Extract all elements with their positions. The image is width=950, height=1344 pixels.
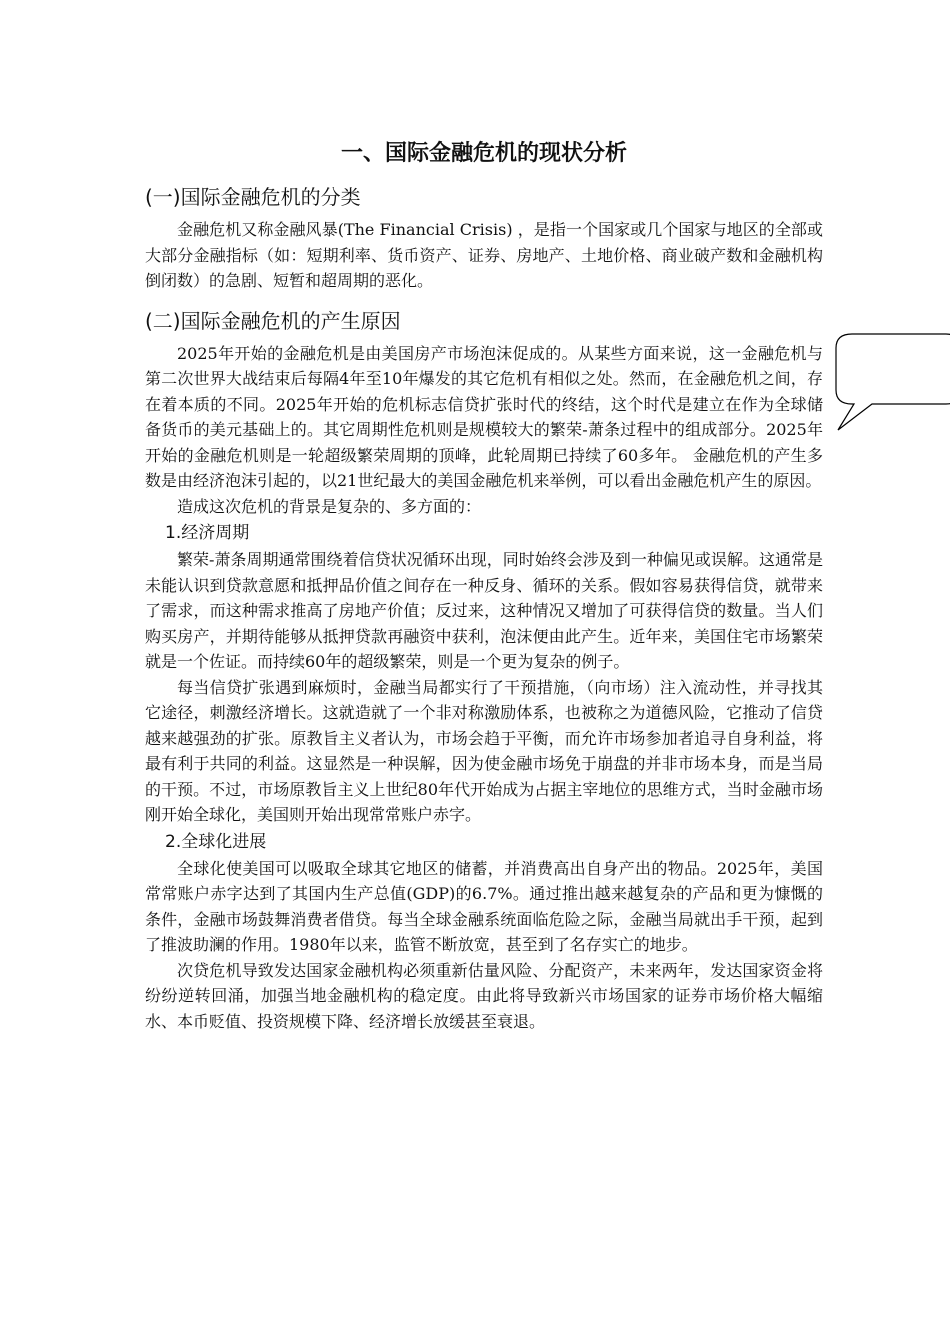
- paragraph: 繁荣-萧条周期通常围绕着信贷状况循环出现，同时始终会涉及到一种偏见或误解。这通常是未能认识到贷款意愿和抵押品价值之间存在一种反身、循环的关系。假如容易获得信贷，就带来了需求，而这种需求推高了房地产价值；反过来，这种情况又增加了可获得信贷的数量。当人们购买房产，并期待能够从抵押贷款再融资中获利，泡沫便由此产生。近年来，美国住宅市场繁荣就是一个佐证。而持续60年的超级繁荣，则是一个更为复杂的例子。: [145, 550, 823, 671]
- document-page: [145, 138, 823, 1034]
- section-heading-classification: (一)国际金融危机的分类: [145, 185, 361, 209]
- paragraph: 全球化使美国可以吸取全球其它地区的储蓄，并消费高出自身产出的物品。2025年，美国常常账户赤字达到了其国内生产总值(GDP)的6.7%。通过推出越来越复杂的产品和更为慷慨的条件，金融市场鼓舞消费者借贷。每当全球金融系统面临危险之际，金融当局就出手干预，起到了推波助澜的作用。1980年以来，监管不断放宽，甚至到了名存实亡的地步。: [145, 858, 823, 954]
- paragraph: 2025年开始的金融危机是由美国房产市场泡沫促成的。从某些方面来说，这一金融危机与第二次世界大战结束后每隔4年至10年爆发的其它危机有相似之处。然而，在金融危机之间，存在着本质的不同。2025年开始的危机标志信贷扩张时代的终结，这个时代是建立在作为全球储备货币的美元基础上的。其它周期性危机则是规模较大的繁荣-萧条过程中的组成部分。2025年开始的金融危机则是一轮超级繁荣周期的顶峰，此轮周期已持续了60多年。 金融危机的产生多数是由经济泡沫引起的，以21世纪最大的美国金融危机来举例，可以看出金融危机产生的原因。: [145, 343, 823, 490]
- section-heading-causes: (二)国际金融危机的产生原因: [145, 308, 401, 333]
- subsection-heading-globalization: 2.全球化进展: [165, 831, 267, 852]
- section-causes: [145, 341, 823, 1035]
- paragraph: 造成这次危机的背景是复杂的、多方面的：: [177, 496, 482, 516]
- comment-bubble-icon: [832, 330, 950, 440]
- document-title: 一、国际金融危机的现状分析: [340, 141, 627, 166]
- paragraph: 次贷危机导致发达国家金融机构必须重新估量风险、分配资产，未来两年，发达国家资金将纷纷逆转回涌，加强当地金融机构的稳定度。由此将导致新兴市场国家的证券市场价格大幅缩水、本币贬值、投资规模下降、经济增长放缓甚至衰退。: [145, 960, 823, 1031]
- section-classification: [145, 217, 823, 294]
- subsection-heading-economic-cycle: 1.经济周期: [165, 523, 250, 543]
- paragraph: 每当信贷扩张遇到麻烦时，金融当局都实行了干预措施，（向市场）注入流动性，并寻找其它途径，刺激经济增长。这就造就了一个非对称激励体系，也被称之为道德风险，它推动了信贷越来越强劲的扩张。原教旨主义者认为，市场会趋于平衡，而允许市场参加者追寻自身利益，将最有利于共同的利益。这显然是一种误解，因为使金融市场免于崩盘的并非市场本身，而是当局的干预。不过，市场原教旨主义上世纪80年代开始成为占据主宰地位的思维方式，当时金融市场刚开始全球化，美国则开始出现常常账户赤字。: [145, 677, 823, 824]
- paragraph: 金融危机又称金融风暴(The Financial Crisis) ，是指一个国家或几个国家与地区的全部或大部分金融指标（如：短期利率、货币资产、证券、房地产、土地价格、商业破产数和金融机构倒闭数）的急剧、短暂和超周期的恶化。: [145, 220, 823, 290]
